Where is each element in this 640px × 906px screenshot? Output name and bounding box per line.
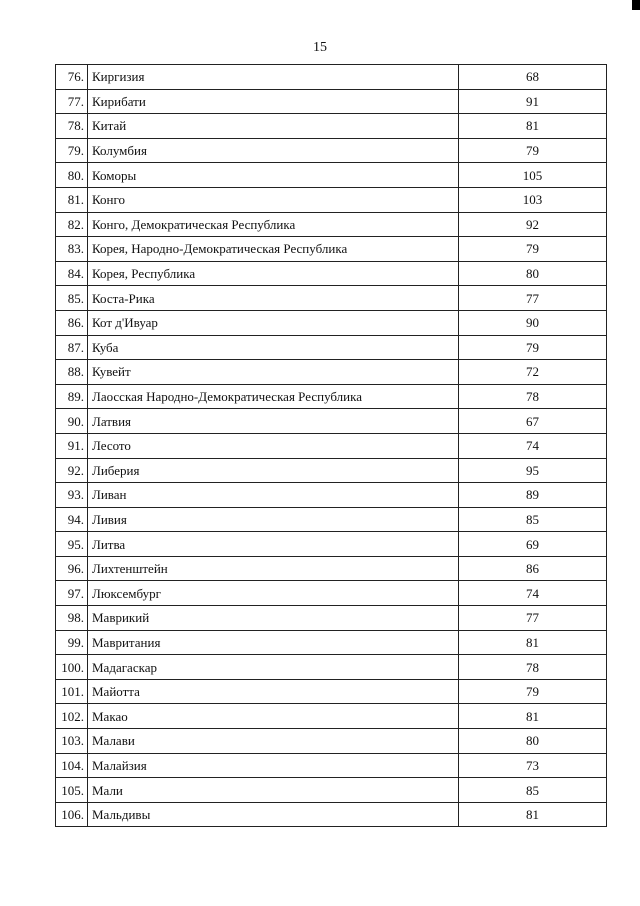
row-number: 86.: [56, 310, 88, 335]
table-row: [56, 532, 607, 557]
table-row: [56, 286, 607, 311]
country-name: Макао: [88, 704, 459, 729]
table-row: [56, 802, 607, 827]
country-value: 81: [459, 802, 607, 827]
country-value: 90: [459, 310, 607, 335]
country-name: Кувейт: [88, 360, 459, 385]
row-number: 79.: [56, 138, 88, 163]
row-number: 105.: [56, 778, 88, 803]
row-number: 89.: [56, 384, 88, 409]
country-value: 89: [459, 483, 607, 508]
country-name: Корея, Народно-Демократическая Республика: [88, 237, 459, 262]
country-value: 73: [459, 753, 607, 778]
table-row: [56, 409, 607, 434]
table-row: [56, 310, 607, 335]
country-name: Люксембург: [88, 581, 459, 606]
country-value: 77: [459, 606, 607, 631]
table-row: [56, 778, 607, 803]
table-row: [56, 433, 607, 458]
country-value: 86: [459, 556, 607, 581]
table-row: [56, 114, 607, 139]
country-name: Малайзия: [88, 753, 459, 778]
country-value: 85: [459, 507, 607, 532]
row-number: 98.: [56, 606, 88, 631]
country-value: 78: [459, 384, 607, 409]
country-name: Конго, Демократическая Республика: [88, 212, 459, 237]
country-name: Кот д'Ивуар: [88, 310, 459, 335]
row-number: 94.: [56, 507, 88, 532]
table-row: [56, 704, 607, 729]
row-number: 82.: [56, 212, 88, 237]
table-row: [56, 212, 607, 237]
country-name: Корея, Республика: [88, 261, 459, 286]
country-value: 79: [459, 679, 607, 704]
row-number: 101.: [56, 679, 88, 704]
country-name: Мальдивы: [88, 802, 459, 827]
row-number: 95.: [56, 532, 88, 557]
country-name: Мали: [88, 778, 459, 803]
country-name: Коморы: [88, 163, 459, 188]
country-name: Маврикий: [88, 606, 459, 631]
row-number: 80.: [56, 163, 88, 188]
table-row: [56, 360, 607, 385]
country-name: Конго: [88, 187, 459, 212]
row-number: 87.: [56, 335, 88, 360]
table-row: [56, 187, 607, 212]
table-row: [56, 507, 607, 532]
table-row: [56, 138, 607, 163]
country-value: 81: [459, 114, 607, 139]
row-number: 81.: [56, 187, 88, 212]
table-row: [56, 679, 607, 704]
country-name: Ливия: [88, 507, 459, 532]
table-row: [56, 606, 607, 631]
row-number: 84.: [56, 261, 88, 286]
country-name: Лихтенштейн: [88, 556, 459, 581]
row-number: 78.: [56, 114, 88, 139]
table-row: [56, 237, 607, 262]
table-row: [56, 458, 607, 483]
country-value: 103: [459, 187, 607, 212]
table-body: [56, 65, 607, 827]
country-name: Мавритания: [88, 630, 459, 655]
country-value: 92: [459, 212, 607, 237]
country-name: Малави: [88, 729, 459, 754]
country-value: 80: [459, 261, 607, 286]
country-name: Лесото: [88, 433, 459, 458]
row-number: 85.: [56, 286, 88, 311]
scan-corner-mark: [632, 0, 640, 10]
country-value: 68: [459, 65, 607, 90]
country-name: Латвия: [88, 409, 459, 434]
table-row: [56, 89, 607, 114]
country-value: 77: [459, 286, 607, 311]
country-name: Китай: [88, 114, 459, 139]
row-number: 96.: [56, 556, 88, 581]
row-number: 91.: [56, 433, 88, 458]
table-row: [56, 261, 607, 286]
row-number: 103.: [56, 729, 88, 754]
country-value: 69: [459, 532, 607, 557]
country-name: Мадагаскар: [88, 655, 459, 680]
country-value: 74: [459, 581, 607, 606]
country-value: 81: [459, 704, 607, 729]
country-value: 67: [459, 409, 607, 434]
table-row: [56, 556, 607, 581]
country-value: 80: [459, 729, 607, 754]
country-value: 81: [459, 630, 607, 655]
table-row: [56, 65, 607, 90]
country-name: Коста-Рика: [88, 286, 459, 311]
table-row: [56, 630, 607, 655]
row-number: 99.: [56, 630, 88, 655]
table-row: [56, 335, 607, 360]
country-name: Кирибати: [88, 89, 459, 114]
country-name: Либерия: [88, 458, 459, 483]
row-number: 92.: [56, 458, 88, 483]
row-number: 83.: [56, 237, 88, 262]
country-value: 74: [459, 433, 607, 458]
row-number: 97.: [56, 581, 88, 606]
country-value: 91: [459, 89, 607, 114]
table-row: [56, 753, 607, 778]
country-value: 78: [459, 655, 607, 680]
country-name: Литва: [88, 532, 459, 557]
country-value: 79: [459, 335, 607, 360]
country-name: Лаосская Народно-Демократическая Республика: [88, 384, 459, 409]
table-row: [56, 163, 607, 188]
row-number: 77.: [56, 89, 88, 114]
row-number: 76.: [56, 65, 88, 90]
row-number: 104.: [56, 753, 88, 778]
row-number: 102.: [56, 704, 88, 729]
country-value: 79: [459, 237, 607, 262]
row-number: 88.: [56, 360, 88, 385]
table-row: [56, 384, 607, 409]
country-value: 105: [459, 163, 607, 188]
row-number: 106.: [56, 802, 88, 827]
table-row: [56, 581, 607, 606]
country-name: Майотта: [88, 679, 459, 704]
country-name: Колумбия: [88, 138, 459, 163]
country-name: Куба: [88, 335, 459, 360]
table-row: [56, 729, 607, 754]
country-value: 95: [459, 458, 607, 483]
row-number: 100.: [56, 655, 88, 680]
row-number: 90.: [56, 409, 88, 434]
country-name: Ливан: [88, 483, 459, 508]
table-row: [56, 655, 607, 680]
country-value: 85: [459, 778, 607, 803]
row-number: 93.: [56, 483, 88, 508]
page-number: 15: [313, 40, 327, 55]
country-value: 72: [459, 360, 607, 385]
countries-table: [55, 64, 607, 827]
country-value: 79: [459, 138, 607, 163]
country-name: Киргизия: [88, 65, 459, 90]
table-row: [56, 483, 607, 508]
